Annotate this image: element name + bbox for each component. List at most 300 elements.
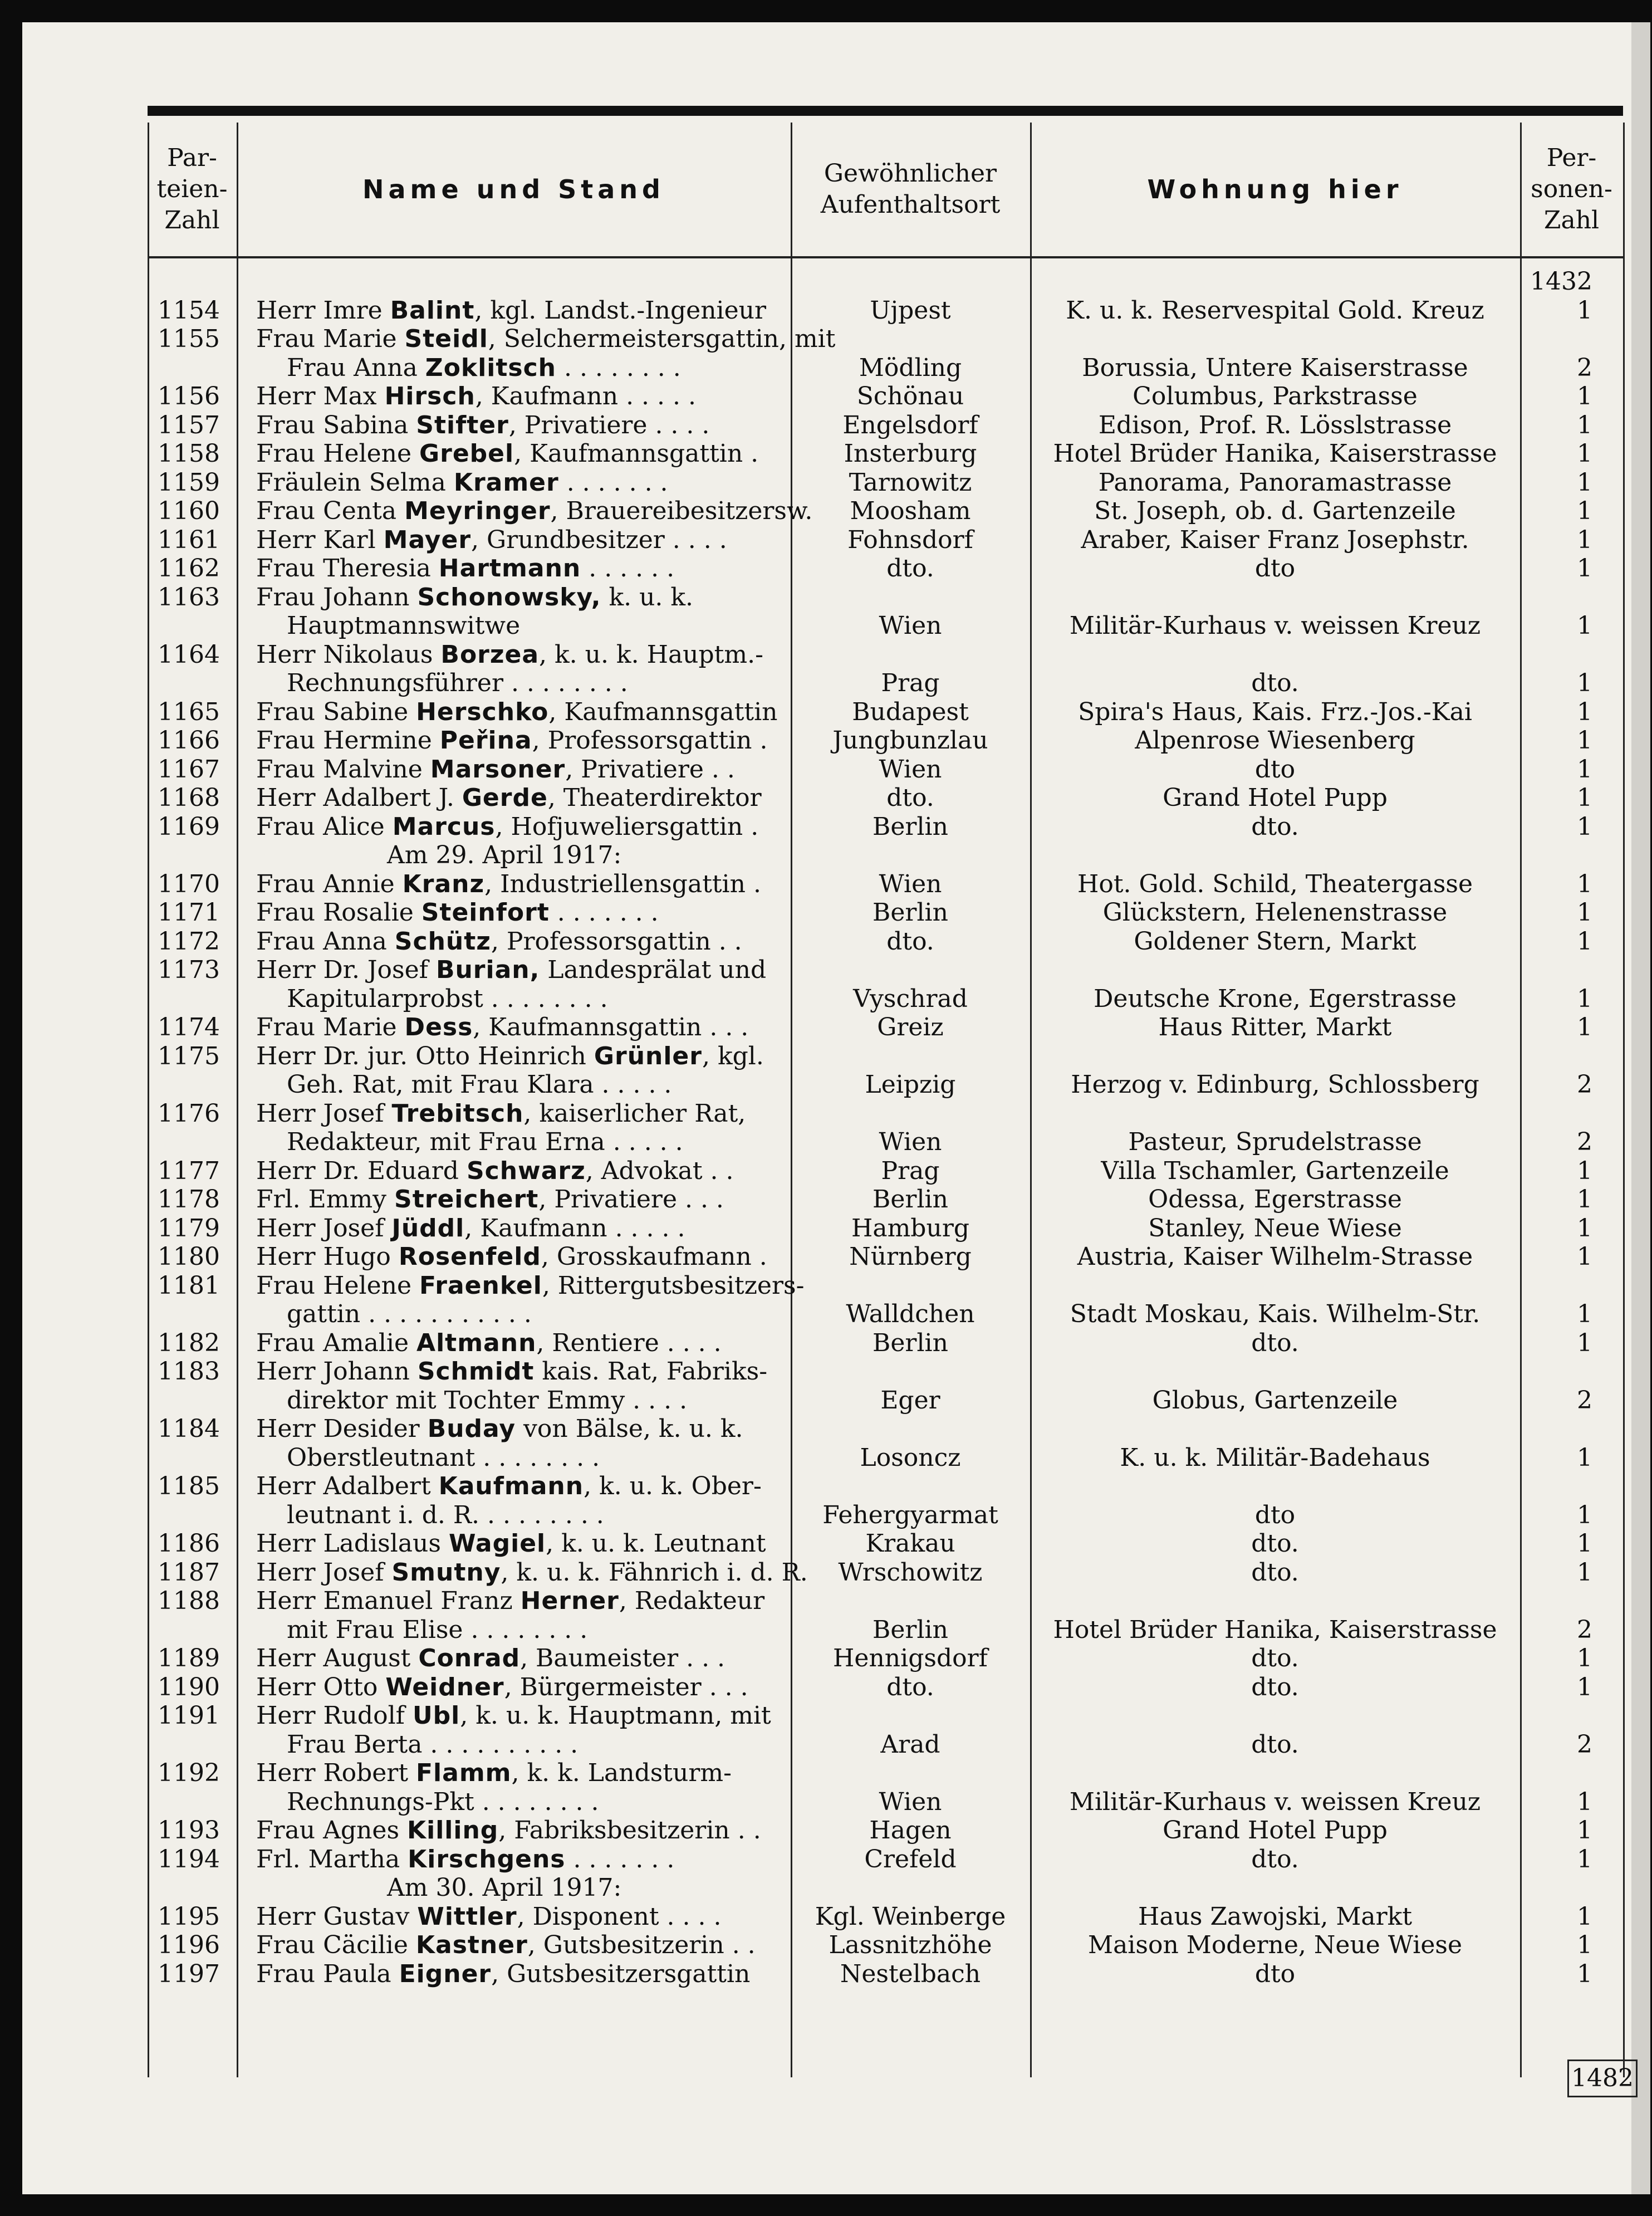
table-row bbox=[125, 1415, 1632, 1444]
table-row bbox=[125, 698, 1632, 727]
local-lodging: Araber, Kaiser Franz Josephstr. bbox=[1081, 525, 1469, 554]
party-number: 1166 bbox=[158, 726, 220, 755]
local-lodging: Villa Tschamler, Gartenzeile bbox=[1101, 1156, 1449, 1185]
name-rest: , Kaufmannsgattin bbox=[548, 697, 778, 726]
name-title: Frau Annie bbox=[256, 869, 403, 898]
usual-residence: dto. bbox=[886, 927, 934, 956]
table-row-continuation bbox=[125, 612, 1632, 640]
name-title: Herr Nikolaus bbox=[256, 640, 441, 669]
date-heading bbox=[125, 1873, 1632, 1902]
person-count: 1 bbox=[1577, 554, 1592, 583]
name-rest: , Privatiere . . . bbox=[538, 1185, 724, 1214]
table-row bbox=[125, 1185, 1632, 1214]
party-number: 1160 bbox=[158, 497, 220, 525]
name-title: Frau Berta . . . . . . . . . . bbox=[287, 1730, 579, 1759]
person-count: 2 bbox=[1577, 1070, 1592, 1099]
party-number bbox=[125, 612, 237, 640]
person-count: 2 bbox=[1577, 1128, 1592, 1156]
name-and-status bbox=[237, 439, 791, 468]
register-table bbox=[125, 84, 1634, 2092]
name-rest: , Gutsbesitzerin . . bbox=[527, 1931, 756, 1959]
name-and-status bbox=[237, 1444, 791, 1473]
party-number: 1161 bbox=[158, 525, 220, 554]
name-title: Herr Dr. Eduard bbox=[256, 1156, 467, 1185]
usual-residence: Wien bbox=[879, 869, 942, 898]
usual-residence: Ujpest bbox=[870, 296, 951, 325]
local-lodging: dto. bbox=[1251, 1730, 1299, 1759]
name-and-status bbox=[237, 1616, 791, 1645]
name-rest: , k. u. k. Hauptm.- bbox=[539, 640, 763, 669]
local-lodging: Haus Zawojski, Markt bbox=[1138, 1902, 1413, 1931]
name-title: mit Frau Elise . . . . . . . . bbox=[287, 1615, 588, 1644]
date-text: Am 30. April 1917: bbox=[387, 1873, 622, 1902]
party-number: 1183 bbox=[158, 1357, 220, 1386]
usual-residence: Tarnowitz bbox=[849, 468, 972, 497]
name-and-status bbox=[237, 640, 791, 669]
name-rest: , Gutsbesitzersgattin bbox=[491, 1959, 751, 1988]
surname: Kranz bbox=[402, 869, 485, 898]
name-and-status bbox=[237, 1042, 791, 1071]
local-lodging: Maison Moderne, Neue Wiese bbox=[1088, 1931, 1462, 1959]
name-rest: , Kaufmann . . . . . bbox=[464, 1214, 685, 1242]
party-number bbox=[125, 1501, 237, 1530]
name-title: Herr August bbox=[256, 1644, 419, 1672]
name-rest: kais. Rat, Fabriks- bbox=[534, 1357, 768, 1386]
surname: Grünler bbox=[594, 1041, 702, 1070]
person-count: 1 bbox=[1577, 382, 1592, 410]
local-lodging bbox=[1030, 640, 1520, 669]
party-number: 1157 bbox=[158, 410, 220, 439]
person-count: 1 bbox=[1577, 1013, 1592, 1041]
name-title: Herr Hugo bbox=[256, 1242, 399, 1271]
name-and-status bbox=[237, 1845, 791, 1874]
table-row bbox=[125, 382, 1632, 411]
person-count bbox=[1520, 1271, 1598, 1300]
person-count: 1 bbox=[1577, 1500, 1592, 1529]
table-row bbox=[125, 1099, 1632, 1128]
usual-residence: Wien bbox=[879, 1787, 942, 1816]
table-row bbox=[125, 870, 1632, 899]
party-number: 1192 bbox=[158, 1759, 220, 1787]
surname: Weidner bbox=[385, 1672, 504, 1701]
usual-residence bbox=[791, 640, 1030, 669]
table-row bbox=[125, 468, 1632, 497]
name-rest: , Kaufmannsgattin . bbox=[514, 439, 759, 468]
usual-residence bbox=[791, 956, 1030, 985]
surname: Marsoner bbox=[430, 755, 566, 784]
local-lodging: dto bbox=[1254, 755, 1296, 784]
local-lodging bbox=[1030, 1759, 1520, 1788]
header-wohnung-hier: Wohnung hier bbox=[1147, 174, 1403, 204]
name-and-status bbox=[237, 985, 791, 1014]
name-title: Frau Hermine bbox=[256, 726, 440, 755]
name-title: Frau Rosalie bbox=[256, 898, 421, 927]
person-count: 1 bbox=[1577, 1529, 1592, 1558]
surname: Kastner bbox=[415, 1931, 528, 1959]
local-lodging: Edison, Prof. R. Lösslstrasse bbox=[1098, 410, 1452, 439]
name-title: Herr Rudolf bbox=[256, 1701, 413, 1730]
name-title: Frau Alice bbox=[256, 812, 393, 841]
name-title: Herr Robert bbox=[256, 1759, 416, 1787]
name-rest: , k. k. Landsturm- bbox=[511, 1759, 732, 1787]
surname: Borzea bbox=[440, 640, 540, 669]
usual-residence bbox=[791, 1415, 1030, 1444]
usual-residence bbox=[791, 1701, 1030, 1730]
name-and-status bbox=[237, 1300, 791, 1329]
name-rest: , Grosskaufmann . bbox=[541, 1242, 767, 1271]
name-rest: . . . . . . bbox=[581, 554, 675, 583]
usual-residence bbox=[791, 1357, 1030, 1386]
person-count: 1 bbox=[1577, 1328, 1592, 1357]
name-and-status bbox=[237, 1788, 791, 1817]
name-title: Frl. Emmy bbox=[256, 1185, 395, 1214]
name-title: Redakteur, mit Frau Erna . . . . . bbox=[287, 1128, 683, 1156]
name-and-status bbox=[237, 1902, 791, 1931]
table-row bbox=[125, 1558, 1632, 1587]
usual-residence: Kgl. Weinberge bbox=[815, 1902, 1006, 1931]
name-rest: , Privatiere . . bbox=[565, 755, 735, 784]
local-lodging bbox=[1030, 1271, 1520, 1300]
name-and-status bbox=[237, 1644, 791, 1673]
party-number: 1179 bbox=[158, 1214, 220, 1242]
table-row-continuation bbox=[125, 1788, 1632, 1817]
local-lodging: dto. bbox=[1251, 1328, 1299, 1357]
table-row bbox=[125, 927, 1632, 956]
name-title: Herr Karl bbox=[256, 525, 384, 554]
surname: Burian, bbox=[435, 956, 540, 984]
usual-residence: Vyschrad bbox=[853, 984, 968, 1013]
header-personen-zahl: Per- sonen- Zahl bbox=[1531, 144, 1612, 234]
local-lodging: Stadt Moskau, Kais. Wilhelm-Str. bbox=[1070, 1300, 1481, 1328]
name-title: Herr Josef bbox=[256, 1099, 392, 1128]
name-rest: von Bälse, k. u. k. bbox=[516, 1415, 743, 1443]
name-and-status bbox=[237, 1357, 791, 1386]
name-rest: , Privatiere . . . . bbox=[508, 410, 710, 439]
party-number: 1159 bbox=[158, 468, 220, 497]
usual-residence: Schönau bbox=[856, 382, 964, 410]
party-number: 1194 bbox=[158, 1845, 220, 1873]
local-lodging: Borussia, Untere Kaiserstrasse bbox=[1082, 353, 1468, 382]
party-number bbox=[125, 1300, 237, 1329]
local-lodging: Odessa, Egerstrasse bbox=[1148, 1185, 1402, 1214]
name-and-status bbox=[237, 755, 791, 784]
usual-residence: Berlin bbox=[872, 1615, 948, 1644]
name-and-status bbox=[237, 1960, 791, 1989]
table-row bbox=[125, 1902, 1632, 1931]
name-title: Frau Helene bbox=[256, 1271, 420, 1300]
usual-residence: Krakau bbox=[865, 1529, 955, 1558]
table-row bbox=[125, 296, 1632, 325]
name-title: Oberstleutnant . . . . . . . . bbox=[287, 1443, 600, 1472]
person-count: 1 bbox=[1577, 1156, 1592, 1185]
name-and-status bbox=[237, 1214, 791, 1243]
usual-residence bbox=[791, 325, 1030, 354]
person-count: 1 bbox=[1577, 784, 1592, 812]
name-rest: , Rittergutsbesitzers- bbox=[542, 1271, 805, 1300]
usual-residence bbox=[791, 583, 1030, 612]
surname: Smutny bbox=[391, 1558, 501, 1587]
name-and-status bbox=[237, 1501, 791, 1530]
local-lodging: K. u. k. Militär-Badehaus bbox=[1120, 1443, 1430, 1472]
usual-residence: Berlin bbox=[872, 898, 948, 927]
name-and-status bbox=[237, 813, 791, 842]
local-lodging: Grand Hotel Pupp bbox=[1163, 784, 1388, 812]
table-row bbox=[125, 1701, 1632, 1730]
party-number: 1171 bbox=[158, 898, 220, 927]
carry-over-row bbox=[125, 267, 1632, 296]
party-number: 1174 bbox=[158, 1013, 220, 1041]
local-lodging bbox=[1030, 1042, 1520, 1071]
local-lodging: Herzog v. Edinburg, Schlossberg bbox=[1071, 1070, 1479, 1099]
surname: Altmann bbox=[416, 1328, 537, 1357]
name-title: Frau Paula bbox=[256, 1959, 399, 1988]
surname: Ubl bbox=[412, 1701, 460, 1730]
local-lodging bbox=[1030, 1472, 1520, 1501]
person-count: 1 bbox=[1577, 1558, 1592, 1587]
table-row bbox=[125, 640, 1632, 669]
usual-residence: Nestelbach bbox=[840, 1959, 981, 1988]
name-and-status bbox=[237, 1099, 791, 1128]
usual-residence bbox=[791, 1759, 1030, 1788]
surname: Meyringer bbox=[404, 497, 551, 525]
surname: Steidl bbox=[404, 325, 488, 353]
name-rest: , kgl. bbox=[702, 1041, 764, 1070]
table-row bbox=[125, 755, 1632, 784]
person-count bbox=[1520, 956, 1598, 985]
name-title: Herr Emanuel Franz bbox=[256, 1587, 521, 1615]
person-count: 1 bbox=[1577, 1902, 1592, 1931]
usual-residence: Mödling bbox=[859, 353, 962, 382]
name-and-status bbox=[237, 1587, 791, 1616]
name-and-status bbox=[237, 1128, 791, 1157]
name-rest: , k. u. k. Ober- bbox=[584, 1472, 762, 1500]
party-number: 1178 bbox=[158, 1185, 220, 1214]
usual-residence: Hennigsdorf bbox=[833, 1644, 988, 1672]
person-count bbox=[1520, 325, 1598, 354]
surname: Herschko bbox=[416, 697, 549, 726]
name-title: Frau Sabina bbox=[256, 410, 416, 439]
usual-residence: Leipzig bbox=[865, 1070, 956, 1099]
table-row-continuation bbox=[125, 985, 1632, 1014]
party-number bbox=[125, 354, 237, 383]
surname: Buday bbox=[427, 1415, 516, 1443]
name-title: direktor mit Tochter Emmy . . . . bbox=[287, 1386, 688, 1415]
local-lodging: dto. bbox=[1251, 669, 1299, 697]
person-count: 1 bbox=[1577, 1845, 1592, 1873]
person-count bbox=[1520, 1357, 1598, 1386]
name-rest: . . . . . . . bbox=[549, 898, 659, 927]
person-count bbox=[1520, 1415, 1598, 1444]
name-rest: , Kaufmann . . . . . bbox=[475, 382, 696, 410]
header-aufenthaltsort: Gewöhnlicher Aufenthaltsort bbox=[820, 159, 1001, 219]
name-and-status bbox=[237, 526, 791, 555]
person-count: 2 bbox=[1577, 353, 1592, 382]
local-lodging: Pasteur, Sprudelstrasse bbox=[1128, 1128, 1422, 1156]
surname: Hirsch bbox=[384, 382, 475, 410]
party-number bbox=[125, 985, 237, 1014]
person-count: 1 bbox=[1577, 1443, 1592, 1472]
table-row-continuation bbox=[125, 1616, 1632, 1645]
table-row-continuation bbox=[125, 669, 1632, 698]
total-count: 1482 bbox=[1567, 2060, 1638, 2097]
table-row bbox=[125, 726, 1632, 755]
local-lodging: dto. bbox=[1251, 1558, 1299, 1587]
local-lodging: Stanley, Neue Wiese bbox=[1148, 1214, 1402, 1242]
usual-residence: Berlin bbox=[872, 812, 948, 841]
person-count: 1 bbox=[1577, 1672, 1592, 1701]
name-rest: , Selchermeistersgattin, mit bbox=[488, 325, 836, 353]
person-count bbox=[1520, 640, 1598, 669]
name-and-status bbox=[237, 1070, 791, 1099]
name-title: Frau Johann bbox=[256, 583, 418, 612]
party-number: 1172 bbox=[158, 927, 220, 956]
surname: Marcus bbox=[392, 812, 496, 841]
person-count: 1 bbox=[1577, 1816, 1592, 1845]
local-lodging bbox=[1030, 1587, 1520, 1616]
party-number: 1169 bbox=[158, 812, 220, 841]
table-row bbox=[125, 1759, 1632, 1788]
name-title: Frau Cäcilie bbox=[256, 1931, 416, 1959]
person-count: 1 bbox=[1577, 497, 1592, 525]
usual-residence: Fehergyarmat bbox=[822, 1500, 998, 1529]
table-row bbox=[125, 1013, 1632, 1042]
local-lodging: Hot. Gold. Schild, Theatergasse bbox=[1077, 869, 1473, 898]
person-count: 1 bbox=[1577, 697, 1592, 726]
usual-residence: Wien bbox=[879, 755, 942, 784]
local-lodging bbox=[1030, 956, 1520, 985]
person-count: 1 bbox=[1577, 726, 1592, 755]
party-number: 1180 bbox=[158, 1242, 220, 1271]
person-count: 1 bbox=[1577, 869, 1592, 898]
surname: Mayer bbox=[383, 525, 472, 554]
header-rule bbox=[148, 256, 1623, 258]
local-lodging bbox=[1030, 325, 1520, 354]
local-lodging: Austria, Kaiser Wilhelm-Strasse bbox=[1077, 1242, 1473, 1271]
name-title: Fräulein Selma bbox=[256, 468, 454, 497]
name-and-status bbox=[237, 468, 791, 497]
person-count: 1 bbox=[1577, 612, 1592, 640]
local-lodging: dto. bbox=[1251, 1529, 1299, 1558]
name-title: leutnant i. d. R. . . . . . . . . bbox=[287, 1500, 604, 1529]
table-row-continuation bbox=[125, 1070, 1632, 1099]
person-count bbox=[1520, 1759, 1598, 1788]
name-rest: , Redakteur bbox=[619, 1587, 765, 1615]
table-row bbox=[125, 439, 1632, 468]
party-number bbox=[125, 1616, 237, 1645]
name-and-status bbox=[237, 1730, 791, 1759]
party-number: 1196 bbox=[158, 1931, 220, 1959]
usual-residence bbox=[791, 1042, 1030, 1071]
table-row bbox=[125, 898, 1632, 927]
local-lodging: Hotel Brüder Hanika, Kaiserstrasse bbox=[1053, 1615, 1497, 1644]
local-lodging: Deutsche Krone, Egerstrasse bbox=[1094, 984, 1457, 1013]
name-and-status bbox=[237, 325, 836, 354]
table-row bbox=[125, 325, 1632, 354]
party-number: 1190 bbox=[158, 1672, 220, 1701]
name-title: Frau Agnes bbox=[256, 1816, 408, 1845]
name-title: Herr Dr. jur. Otto Heinrich bbox=[256, 1041, 594, 1070]
surname: Trebitsch bbox=[391, 1099, 524, 1128]
name-rest: , Baumeister . . . bbox=[520, 1644, 725, 1672]
name-and-status bbox=[237, 956, 791, 985]
party-number: 1186 bbox=[158, 1529, 220, 1558]
person-count bbox=[1520, 1587, 1598, 1616]
surname: Killing bbox=[407, 1816, 499, 1845]
table-row bbox=[125, 1816, 1632, 1845]
local-lodging bbox=[1030, 1415, 1520, 1444]
table-row bbox=[125, 526, 1632, 555]
name-title: Herr Desider bbox=[256, 1415, 428, 1443]
party-number: 1163 bbox=[158, 583, 220, 612]
party-number: 1165 bbox=[158, 697, 220, 726]
local-lodging: dto. bbox=[1251, 1845, 1299, 1873]
party-number: 1158 bbox=[158, 439, 220, 468]
name-and-status bbox=[237, 1529, 791, 1558]
name-rest: , Professorsgattin . . bbox=[491, 927, 742, 956]
table-row bbox=[125, 1845, 1632, 1874]
name-title: Hauptmannswitwe bbox=[287, 612, 521, 640]
local-lodging: dto bbox=[1254, 1500, 1296, 1529]
person-count: 1 bbox=[1577, 1959, 1592, 1988]
name-title: Frau Anna bbox=[256, 927, 395, 956]
table-row bbox=[125, 1329, 1632, 1358]
table-row bbox=[125, 1587, 1632, 1616]
surname: Zoklitsch bbox=[425, 353, 556, 382]
person-count: 1 bbox=[1577, 296, 1592, 325]
name-and-status bbox=[237, 669, 791, 698]
name-and-status bbox=[237, 1157, 791, 1186]
usual-residence: dto. bbox=[886, 554, 934, 583]
person-count: 1 bbox=[1577, 468, 1592, 497]
party-number: 1167 bbox=[158, 755, 220, 784]
name-and-status bbox=[237, 927, 791, 956]
name-and-status bbox=[237, 1701, 791, 1730]
usual-residence: Wien bbox=[879, 1128, 942, 1156]
surname: Schwarz bbox=[466, 1156, 586, 1185]
name-title: Frau Helene bbox=[256, 439, 420, 468]
usual-residence bbox=[791, 1472, 1030, 1501]
person-count: 1 bbox=[1577, 1931, 1592, 1959]
usual-residence: dto. bbox=[886, 1672, 934, 1701]
table-row bbox=[125, 411, 1632, 440]
table-row bbox=[125, 1357, 1632, 1386]
name-title: Herr Adalbert J. bbox=[256, 784, 462, 812]
local-lodging bbox=[1030, 1701, 1520, 1730]
party-number bbox=[125, 1386, 237, 1415]
surname: Jüddl bbox=[391, 1214, 465, 1242]
party-number bbox=[125, 1128, 237, 1157]
table-row bbox=[125, 497, 1632, 526]
usual-residence: Losoncz bbox=[860, 1443, 961, 1472]
name-and-status bbox=[237, 698, 791, 727]
name-title: Herr Imre bbox=[256, 296, 390, 325]
person-count: 1 bbox=[1577, 439, 1592, 468]
name-and-status bbox=[237, 1816, 791, 1845]
name-and-status bbox=[237, 554, 791, 583]
party-number bbox=[125, 1730, 237, 1759]
person-count: 1 bbox=[1577, 410, 1592, 439]
surname: Wagiel bbox=[448, 1529, 546, 1558]
name-title: Herr Johann bbox=[256, 1357, 418, 1386]
name-rest: Landesprälat und bbox=[540, 956, 767, 984]
register-page bbox=[22, 22, 1650, 2194]
party-number: 1155 bbox=[158, 325, 220, 353]
party-number: 1168 bbox=[158, 784, 220, 812]
name-and-status bbox=[237, 898, 791, 927]
usual-residence: Hagen bbox=[869, 1816, 952, 1845]
local-lodging: dto. bbox=[1251, 1644, 1299, 1672]
party-number: 1184 bbox=[158, 1415, 220, 1443]
